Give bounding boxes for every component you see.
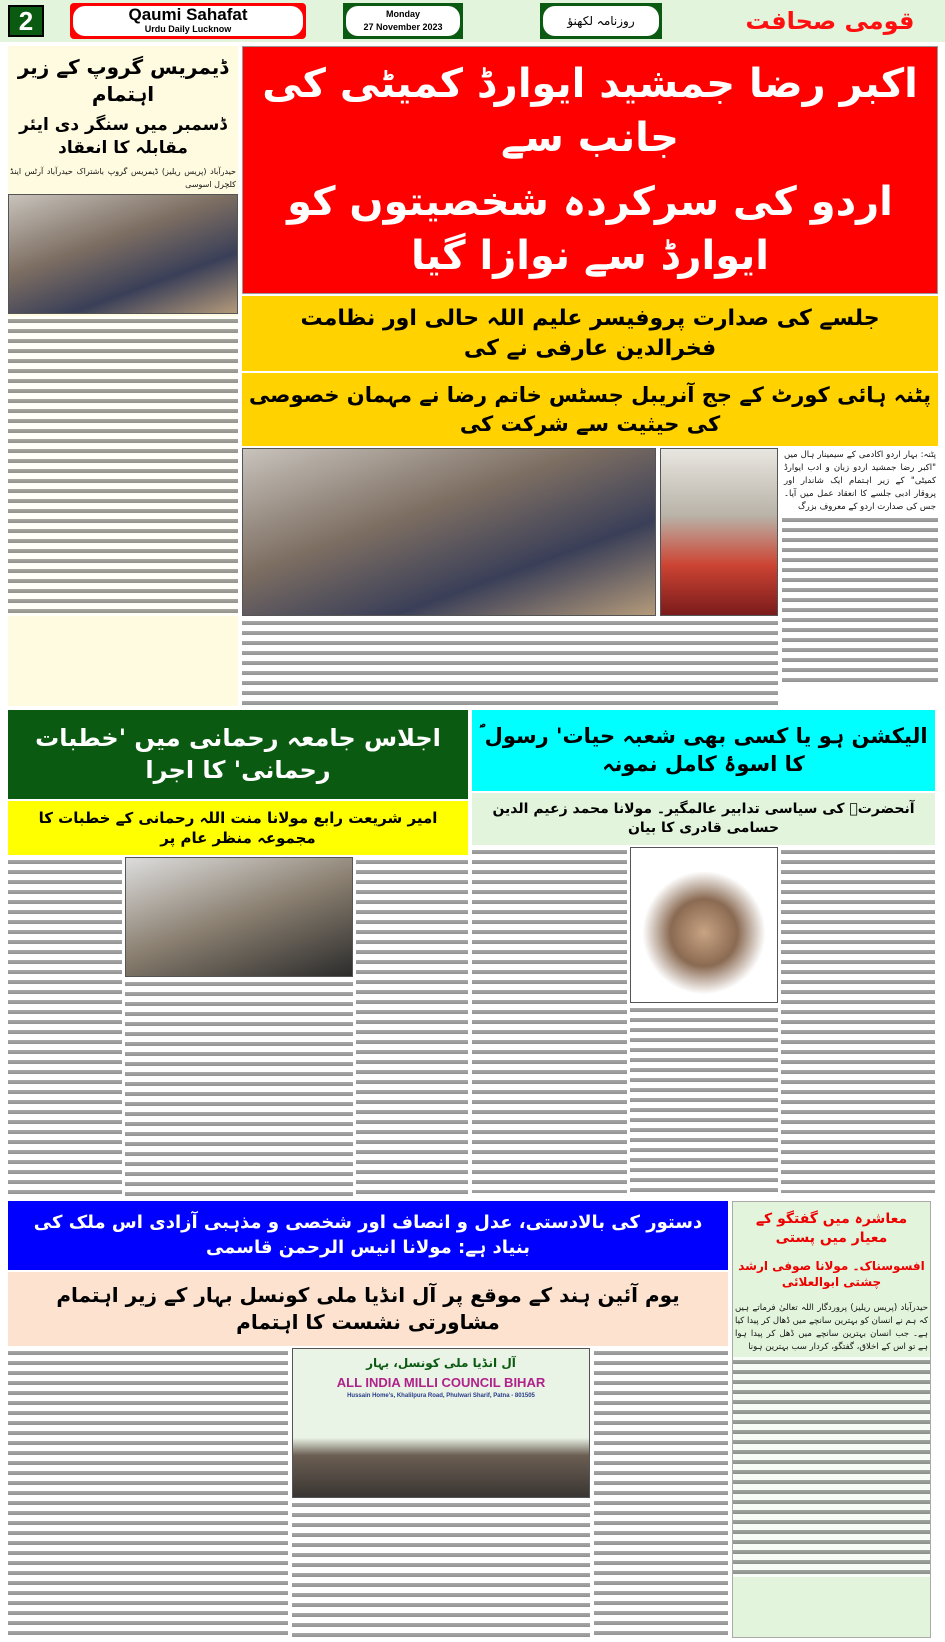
book-launch-photo <box>125 857 353 977</box>
election-subheadline: آنحضرتؐ کی سیاسی تدابیر عالمگیر۔ مولانا محمد زعیم الدین حسامی قادری کا بیان <box>472 793 935 845</box>
urdu-logo: قومی صحافت <box>745 7 915 35</box>
paper-subtitle: Urdu Daily Lucknow <box>144 24 232 34</box>
main-headline-1: اکبر رضا جمشید ایوارڈ کمیٹی کی جانب سے <box>262 61 918 161</box>
article-body <box>8 316 238 616</box>
side-article <box>732 1201 931 1638</box>
headline: ڈیمریس گروپ کے زیر اہتمام <box>17 55 229 106</box>
middle-section <box>0 710 945 1197</box>
banner-english: ALL INDIA MILLI COUNCIL BIHAR <box>336 1375 546 1391</box>
article-lead: حیدرآباد (پریس ریلیز) ڈیمریس گروپ باشتراک حیدرآباد آرٹس اینڈ کلچرل اسوسی <box>10 166 236 189</box>
day: Monday <box>385 9 420 19</box>
election-headline: الیکشن ہو یا کسی بھی شعبہ حیات' رسول ؐ کا اسوۂ کامل نمونہ <box>472 710 935 791</box>
jamia-rahmani-article <box>8 710 468 1197</box>
jamia-rahmani-subheadline: امیر شریعت رابع مولانا منت اللہ رحمانی کے خطبات کا مجموعہ منظر عام پر <box>8 801 468 856</box>
date: 27 November 2023 <box>363 22 443 32</box>
article-body <box>733 1357 930 1577</box>
constitution-body-bottom <box>292 1500 590 1638</box>
constitution-body-right <box>594 1348 728 1638</box>
jamia-article-body-bottom <box>125 979 353 1197</box>
article-lead: حیدرآباد (پریس ریلیز) پروردگار اللہ تعالیٰ فرماتے ہیں کہ ہم نے انسان کو بہترین سانچے میں ڈھال کر پیدا کیا ہے۔ جب انسان بہترین سانچے میں ڈھل کر پیدا ہوا ہے تو اس کے اخلاق، گفتگو، کردار سب بہترین ہونا <box>735 1302 928 1352</box>
top-section <box>0 46 945 706</box>
election-article-body <box>472 847 627 1193</box>
main-story-body <box>242 448 938 706</box>
main-story <box>242 46 938 706</box>
paper-title: Qaumi Sahafat <box>128 5 248 24</box>
side-headline-1: معاشرہ میں گفتگو کے معیار میں پستی <box>755 1211 908 1247</box>
constitution-body-left <box>8 1348 288 1638</box>
side-headline-2: افسوسناک۔ مولانا صوفی ارشد چشتی ابوالعلائی <box>738 1259 925 1290</box>
main-article-text <box>782 448 938 706</box>
article-body <box>782 515 938 685</box>
bottom-section <box>0 1201 945 1642</box>
constitution-subheadline: یوم آئین ہند کے موقع پر آل انڈیا ملی کونسل بہار کے زیر اہتمام مشاورتی نشست کا اہتمام <box>8 1272 728 1346</box>
jamia-article-body-left <box>8 857 122 1197</box>
date-box <box>343 3 463 39</box>
article-lead: پٹنہ: بہار اردو اکادمی کے سیمینار ہال میں "اکبر رضا جمشید اردو زبان و ادب ایوارڈ کمیٹی" کے زیر اہتمام ایک شاندار اور پروقار ادبی جلسے کا انعقاد عمل میں آیا۔ جس کی صدارت اردو کے معروف بزرگ <box>784 450 936 513</box>
left-top-article <box>8 46 238 706</box>
headline: ڈسمبر میں سنگر دی ایئر مقابلہ کا انعقاد <box>19 115 227 158</box>
page-number: 2 <box>8 5 44 37</box>
speaker-photo <box>660 448 778 616</box>
main-subheadline-2: پٹنہ ہائی کورٹ کے جج آنریبل جسٹس خاتم رضا نے مہمان خصوصی کی حیثیت سے شرکت کی <box>242 373 938 446</box>
jamia-article-body-right <box>356 857 468 1197</box>
main-headline-box <box>242 46 938 294</box>
jamia-rahmani-headline: اجلاس جامعہ رحمانی میں 'خطبات رحمانی' کا اجرا <box>8 710 468 799</box>
roznama-label: روزنامہ لکھنؤ <box>543 6 659 36</box>
maulana-portrait <box>630 847 778 1003</box>
banner-urdu: آل انڈیا ملی کونسل، بہار <box>366 1355 516 1370</box>
main-headline-2: اردو کی سرکردہ شخصیتوں کو ایوارڈ سے نوازا گیا <box>287 179 893 279</box>
main-article-columns <box>242 618 778 706</box>
constitution-headline: دستور کی بالادستی، عدل و انصاف اور شخصی و مذہبی آزادی اس ملک کی بنیاد ہے: مولانا انیس الرحمن قاسمی <box>8 1201 728 1270</box>
main-subheadline-1: جلسے کی صدارت پروفیسر علیم اللہ حالی اور نظامت فخرالدین عارفی نے کی <box>242 296 938 371</box>
election-article <box>472 710 935 1197</box>
election-article-body-bottom <box>630 1005 778 1193</box>
paper-name-box <box>70 3 306 39</box>
award-group-photo <box>242 448 656 616</box>
election-article-body-right <box>781 847 935 1193</box>
milli-council-photo <box>292 1348 590 1498</box>
event-photo <box>8 194 238 314</box>
masthead <box>0 0 945 42</box>
banner-address: Hussain Home's, Khalilpura Road, Phulwari Sharif, Patna - 801505 <box>347 1393 535 1400</box>
constitution-article <box>8 1201 728 1638</box>
roznama-box <box>540 3 662 39</box>
main-story-media <box>242 448 778 706</box>
